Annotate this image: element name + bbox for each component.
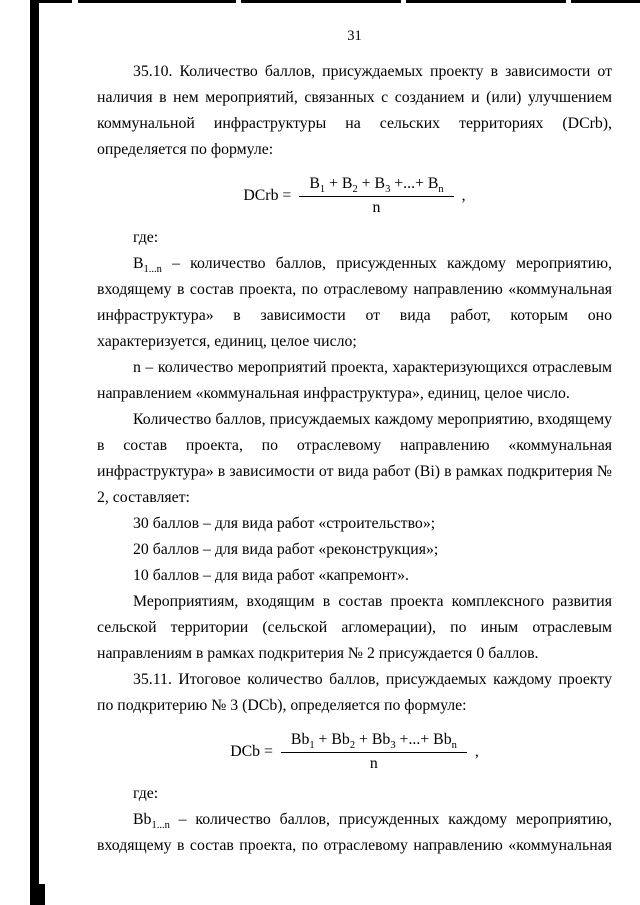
list-item-30-ballov: 30 баллов – для вида работ «строительство»;: [133, 515, 436, 532]
page-border-segment: [406, 0, 566, 3]
formula-comma: ,: [461, 187, 466, 204]
document-content: [97, 28, 612, 859]
page-border-segment: [241, 0, 401, 3]
page-border-segment: [571, 0, 640, 3]
paragraph-b1n-definition: [97, 251, 612, 355]
fraction-numerator: $Bb_1 + Bb_2 + Bb_3$ +...+ $Bb_n$: [281, 731, 467, 753]
term-symbol: $B_{1...n}$: [133, 255, 162, 276]
paragraph-35-11: 35.11. Итоговое количество баллов, присуждаемых каждому проекту по подкритерию № 3 (DCb), определяется по формуле:: [97, 671, 612, 714]
paragraph-meropriyatiyam: Мероприятиям, входящим в состав проекта комплексного развития сельской территории (сельской агломерации), по иным отраслевым направлениям в рамках подкритерия № 2 присуждается 0 баллов.: [97, 593, 612, 662]
formula-lhs: DCrb =: [243, 187, 292, 204]
term-symbol: $Bb_{1...n}$: [133, 811, 170, 832]
paragraph-bb1n-definition: [97, 807, 612, 859]
paragraph-n-definition: n – количество мероприятий проекта, характеризующихся отраслевым направлением «коммунальная инфраструктура», единиц, целое число.: [97, 359, 612, 402]
page-border-segment: [78, 0, 236, 3]
fraction: [299, 175, 453, 217]
paragraph-gde-1: где:: [133, 229, 159, 246]
scan-artifact: [30, 884, 45, 905]
formula-comma: ,: [474, 743, 479, 760]
page-number: 31: [347, 28, 362, 44]
term-definition: – количество баллов, присужденных каждому мероприятию, входящему в состав проекта, по отраслевому направлению «коммунальная инфраструктура» в зависимости от вида работ, которым оно характеризуется, единиц, целое число;: [97, 255, 612, 350]
fraction-denominator: n: [372, 199, 381, 216]
formula-lhs: DCb =: [230, 743, 273, 760]
list-item-10-ballov: 10 баллов – для вида работ «капремонт».: [133, 567, 409, 584]
formula-dcb: [97, 726, 612, 778]
paragraph-kolvo-ballov: Количество баллов, присуждаемых каждому мероприятию, входящему в состав проекта, по отраслевому направлению «коммунальная инфраструктура» в зависимости от вида работ (Bi) в рамках подкритерия № 2, составляет:: [97, 411, 612, 506]
paragraph-gde-2: где:: [133, 785, 159, 802]
fraction-denominator: n: [369, 755, 378, 772]
formula-dcrb: [97, 170, 612, 222]
list-item-20-ballov: 20 баллов – для вида работ «реконструкция»;: [133, 541, 439, 558]
fraction: [281, 731, 467, 773]
page-border-segment: [38, 0, 72, 3]
page-border-left: [30, 0, 39, 905]
paragraph-35-10: 35.10. Количество баллов, присуждаемых проекту в зависимости от наличия в нем мероприятий, связанных с созданием и (или) улучшением коммунальной инфраструктуры на сельских территориях (DCrb), определяется по формуле:: [97, 63, 612, 158]
term-definition: – количество баллов, присужденных каждому мероприятию, входящему в состав проекта, по отраслевому направлению «коммунальная: [97, 811, 612, 854]
fraction-numerator: $B_1 + B_2 + B_3$ +...+ $B_n$: [299, 175, 453, 197]
